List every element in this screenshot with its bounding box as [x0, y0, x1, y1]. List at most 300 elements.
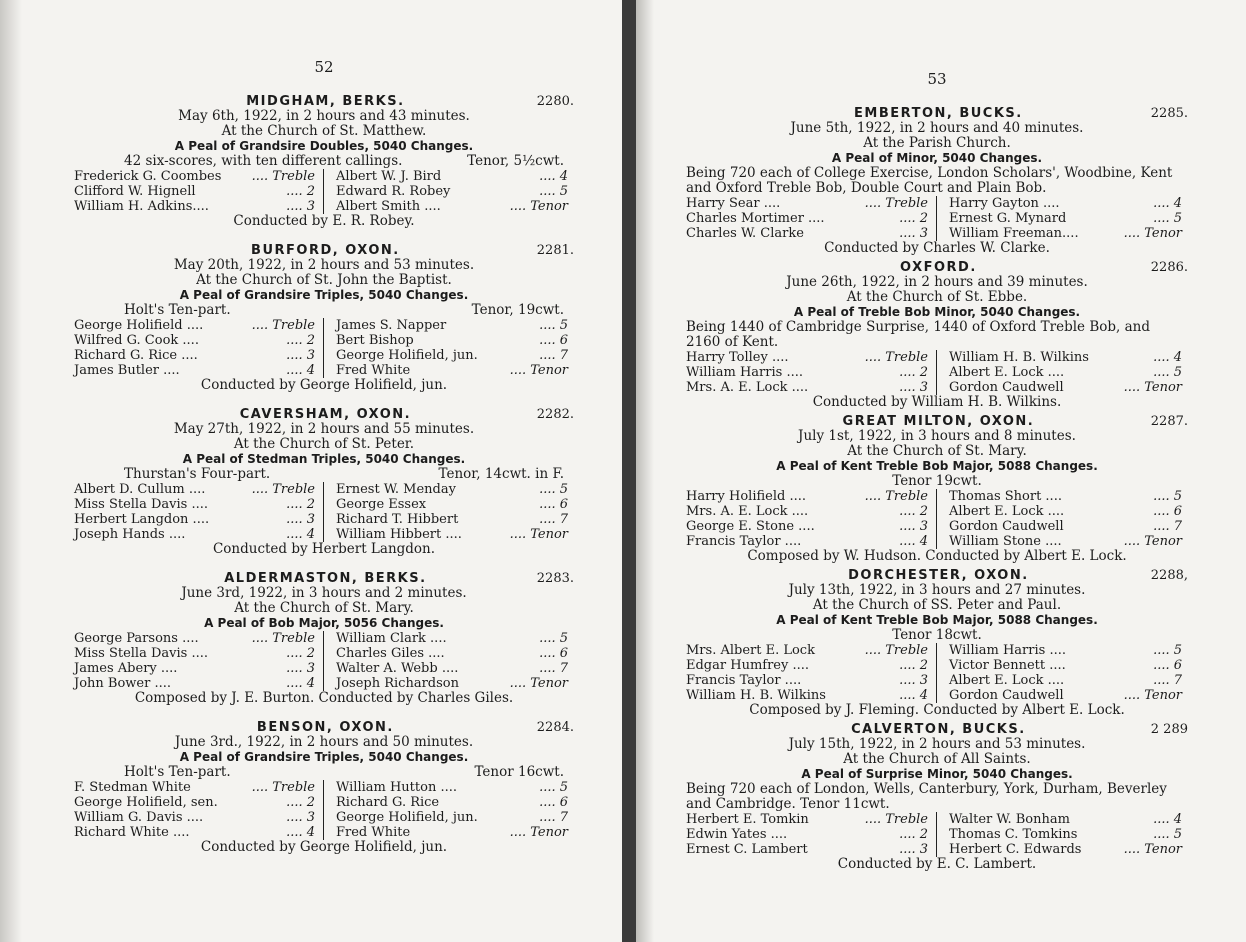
peal-detail-line: June 3rd., 1922, in 2 hours and 50 minutes.: [174, 734, 474, 750]
bell-position: .... 3: [286, 512, 315, 527]
ringer-cell: [937, 519, 1188, 534]
ringer-cell: [937, 504, 1188, 519]
ringer-cell: [74, 676, 324, 691]
tenor-weight: Tenor, 19cwt.: [471, 302, 564, 318]
peal-detail-line: July 15th, 1922, in 2 hours and 53 minutes.: [788, 736, 1086, 752]
peal-detail-line: At the Church of St. Mary.: [847, 443, 1027, 459]
ringer-cell: [937, 827, 1188, 842]
ringer-cell: [74, 646, 324, 661]
bell-position: .... Tenor: [509, 363, 568, 378]
ringer-name: William Hibbert ....: [336, 527, 462, 542]
ringer-name: William H. B. Wilkins: [686, 688, 826, 703]
bell-position: .... 3: [899, 226, 928, 241]
ringer-cell: [324, 631, 574, 646]
ringer-name: Albert E. Lock ....: [949, 365, 1065, 380]
peal-detail-line: May 20th, 1922, in 2 hours and 53 minutes.: [173, 257, 475, 273]
bell-position: .... 2: [899, 827, 928, 842]
peal-entry: [686, 722, 1188, 872]
bell-position: .... 3: [286, 661, 315, 676]
ringer-cell: [324, 527, 574, 542]
ringer-cell: [324, 795, 574, 810]
ringer-name: Gordon Caudwell: [949, 380, 1064, 395]
ringer-cell: [937, 658, 1188, 673]
peal-detail-line: At the Church of St. Peter.: [233, 436, 415, 452]
peal-header: [686, 568, 1188, 583]
peal-list: [686, 106, 1188, 872]
peal-entry: [74, 720, 574, 855]
bell-position: .... Treble: [251, 318, 315, 333]
peal-title: A Peal of Kent Treble Bob Major, 5088 Changes.: [776, 613, 1098, 627]
ringer-cell: [937, 812, 1188, 827]
ringer-name: Charles Mortimer ....: [686, 211, 825, 226]
page-number: 52: [314, 58, 334, 76]
ringer-cell: [74, 318, 324, 333]
ringer-cell: [937, 380, 1188, 395]
peal-detail-line: June 5th, 1922, in 2 hours and 40 minutes.: [790, 120, 1084, 136]
ringer-name: Fred White: [336, 363, 411, 378]
bell-position: .... 5: [539, 184, 568, 199]
ringer-name: Charles Giles ....: [336, 646, 445, 661]
tenor-weight: Tenor 16cwt.: [474, 764, 564, 780]
bell-position: .... 7: [1153, 673, 1182, 688]
ringer-cell: [686, 534, 937, 549]
ringer-cell: [686, 812, 937, 827]
peal-detail-line: At the Church of St. John the Baptist.: [196, 272, 452, 288]
ringer-name: Harry Holifield ....: [686, 489, 806, 504]
bell-position: .... 2: [286, 184, 315, 199]
peal-entry: [74, 407, 574, 557]
ringer-cell: [686, 489, 937, 504]
ringer-cell: [686, 673, 937, 688]
conductor-line: Composed by J. Fleming. Conducted by Albert E. Lock.: [749, 702, 1125, 718]
ringer-table: [686, 812, 1188, 857]
ringer-cell: [686, 504, 937, 519]
peal-detail-line: July 13th, 1922, in 3 hours and 27 minutes.: [788, 582, 1086, 598]
ringer-cell: [74, 810, 324, 825]
peal-title: A Peal of Kent Treble Bob Major, 5088 Changes.: [776, 459, 1098, 473]
ringer-cell: [686, 380, 937, 395]
bell-position: .... 4: [899, 534, 928, 549]
ringer-table: [74, 482, 574, 542]
peal-detail-line: At the Church of St. Matthew.: [221, 123, 427, 139]
composition-note: Being 720 each of College Exercise, London Scholars', Woodbine, Kent and Oxford Treble Bob, Double Court and Plain Bob.: [686, 165, 1173, 196]
bell-position: .... 3: [899, 842, 928, 857]
bell-position: .... 4: [286, 527, 315, 542]
peal-header: [74, 720, 574, 735]
bell-position: .... Tenor: [509, 199, 568, 214]
ringer-cell: [324, 169, 574, 184]
ringer-name: Thomas C. Tomkins: [949, 827, 1078, 842]
bell-position: .... 2: [899, 365, 928, 380]
bell-position: .... 6: [539, 497, 568, 512]
bell-position: .... 7: [539, 512, 568, 527]
ringer-name: Herbert E. Tomkin: [686, 812, 809, 827]
ringer-name: George Parsons ....: [74, 631, 199, 646]
ringer-name: Charles W. Clarke: [686, 226, 804, 241]
ringer-name: Fred White: [336, 825, 411, 840]
bell-position: .... 5: [1153, 365, 1182, 380]
ringer-cell: [324, 512, 574, 527]
place-name: CALVERTON, BUCKS.: [851, 722, 1026, 737]
bell-position: .... 5: [539, 318, 568, 333]
ringer-cell: [324, 497, 574, 512]
ringer-name: Richard White ....: [74, 825, 190, 840]
ringer-name: Bert Bishop: [336, 333, 414, 348]
bell-position: .... 5: [1153, 643, 1182, 658]
ringer-cell: [74, 780, 324, 795]
ringer-cell: [686, 658, 937, 673]
ringer-cell: [937, 489, 1188, 504]
bell-position: .... Tenor: [1123, 688, 1182, 703]
ringer-name: Victor Bennett ....: [949, 658, 1066, 673]
bell-position: .... 2: [286, 497, 315, 512]
ringer-cell: [937, 842, 1188, 857]
ringer-name: Gordon Caudwell: [949, 519, 1064, 534]
ringer-cell: [686, 350, 937, 365]
ringer-name: Francis Taylor ....: [686, 673, 802, 688]
ringer-cell: [937, 534, 1188, 549]
ringer-cell: [937, 365, 1188, 380]
ringer-name: Mrs. A. E. Lock ....: [686, 380, 809, 395]
ringer-name: William H. B. Wilkins: [949, 350, 1089, 365]
place-name: BURFORD, OXON.: [251, 243, 400, 258]
ringer-name: Ernest G. Mynard: [949, 211, 1067, 226]
ringer-cell: [74, 497, 324, 512]
conductor-line: Conducted by E. C. Lambert.: [837, 856, 1037, 872]
peal-title: A Peal of Grandsire Triples, 5040 Changes.: [179, 288, 469, 302]
ringer-cell: [937, 226, 1188, 241]
ringer-name: William Hutton ....: [336, 780, 457, 795]
peal-entry: [74, 571, 574, 706]
peal-header: [74, 94, 574, 109]
ringer-name: Francis Taylor ....: [686, 534, 802, 549]
peal-title: A Peal of Grandsire Doubles, 5040 Changes.: [174, 139, 474, 153]
ringer-name: John Bower ....: [74, 676, 171, 691]
ringer-name: George Holifield, jun.: [336, 810, 478, 825]
peal-entry: [686, 260, 1188, 410]
peal-detail-line: June 26th, 1922, in 2 hours and 39 minutes.: [786, 274, 1088, 290]
ringer-name: Frederick G. Coombes: [74, 169, 222, 184]
bell-position: .... 3: [899, 380, 928, 395]
ringer-cell: [937, 688, 1188, 703]
bell-position: .... 4: [1153, 812, 1182, 827]
peal-entry: [74, 94, 574, 229]
ringer-name: William H. Adkins....: [74, 199, 209, 214]
place-name: GREAT MILTON, OXON.: [842, 414, 1035, 429]
place-name: ALDERMASTON, BERKS.: [224, 571, 427, 586]
bell-position: .... 7: [539, 348, 568, 363]
ringer-table: [686, 350, 1188, 395]
peal-title: A Peal of Grandsire Triples, 5040 Changes.: [179, 750, 469, 764]
peal-title: A Peal of Minor, 5040 Changes.: [831, 151, 1043, 165]
peal-entry: [686, 106, 1188, 256]
peal-number: 2282.: [536, 407, 574, 422]
peal-entry: [686, 568, 1188, 718]
ringer-cell: [686, 643, 937, 658]
ringer-cell: [686, 226, 937, 241]
bell-position: .... 6: [539, 646, 568, 661]
peal-header: [686, 260, 1188, 275]
bell-position: .... Treble: [864, 350, 928, 365]
ringer-cell: [74, 199, 324, 214]
peal-header: [74, 243, 574, 258]
ringer-cell: [686, 827, 937, 842]
ringer-table: [686, 196, 1188, 241]
bell-position: .... 4: [286, 676, 315, 691]
ringer-name: Albert E. Lock ....: [949, 673, 1065, 688]
bell-position: .... Treble: [251, 482, 315, 497]
ringer-name: Herbert C. Edwards: [949, 842, 1082, 857]
peal-header: [74, 407, 574, 422]
bell-position: .... 6: [1153, 658, 1182, 673]
ringer-name: Harry Gayton ....: [949, 196, 1060, 211]
bell-position: .... 2: [899, 504, 928, 519]
ringer-name: William Stone ....: [949, 534, 1062, 549]
peal-number: 2280.: [536, 94, 574, 109]
bell-position: .... 7: [539, 661, 568, 676]
peal-number: 2281.: [536, 243, 574, 258]
peal-detail-line: At the Church of SS. Peter and Paul.: [812, 597, 1062, 613]
ringer-name: Wilfred G. Cook ....: [74, 333, 199, 348]
bell-position: .... 3: [286, 810, 315, 825]
ringer-cell: [686, 842, 937, 857]
ringer-table: [74, 318, 574, 378]
tenor-weight: Tenor, 5½cwt.: [467, 153, 564, 169]
ringer-cell: [324, 780, 574, 795]
ringer-table: [74, 631, 574, 691]
ringer-cell: [937, 196, 1188, 211]
ringer-cell: [686, 519, 937, 534]
bell-position: .... 7: [539, 810, 568, 825]
ringer-cell: [937, 350, 1188, 365]
ringer-name: James Abery ....: [74, 661, 178, 676]
ringer-name: Mrs. Albert E. Lock: [686, 643, 815, 658]
peal-entry: [686, 414, 1188, 564]
bell-position: .... 4: [286, 363, 315, 378]
ringer-cell: [74, 795, 324, 810]
bell-position: .... 4: [1153, 350, 1182, 365]
ringer-cell: [74, 527, 324, 542]
bell-position: .... Treble: [864, 643, 928, 658]
bell-position: .... Tenor: [509, 676, 568, 691]
ringer-cell: [324, 363, 574, 378]
bell-position: .... 2: [899, 658, 928, 673]
bell-position: .... Tenor: [509, 527, 568, 542]
conductor-line: Conducted by Herbert Langdon.: [212, 541, 436, 557]
peal-number: 2 289: [1150, 722, 1188, 737]
ringer-cell: [324, 676, 574, 691]
ringer-name: George E. Stone ....: [686, 519, 815, 534]
ringer-cell: [324, 646, 574, 661]
ringer-cell: [324, 661, 574, 676]
ringer-name: Richard G. Rice ....: [74, 348, 198, 363]
bell-position: .... 3: [899, 519, 928, 534]
bell-position: .... 4: [1153, 196, 1182, 211]
ringer-name: James Butler ....: [74, 363, 180, 378]
composition-note: Holt's Ten-part.: [124, 764, 231, 780]
place-name: OXFORD.: [899, 260, 977, 275]
ringer-name: Ernest C. Lambert: [686, 842, 808, 857]
ringer-cell: [74, 825, 324, 840]
ringer-name: Albert E. Lock ....: [949, 504, 1065, 519]
ringer-table: [686, 643, 1188, 703]
ringer-name: George Holifield ....: [74, 318, 204, 333]
bell-position: .... 2: [286, 646, 315, 661]
place-name: MIDGHAM, BERKS.: [246, 94, 405, 109]
ringer-name: Miss Stella Davis ....: [74, 646, 208, 661]
composition-note: Being 720 each of London, Wells, Canterbury, York, Durham, Beverley and Cambridge. Tenor 11cwt.: [686, 781, 1167, 812]
ringer-cell: [324, 810, 574, 825]
bell-position: .... 5: [539, 631, 568, 646]
peal-header: [74, 571, 574, 586]
ringer-cell: [324, 825, 574, 840]
ringer-name: George Holifield, sen.: [74, 795, 218, 810]
ringer-name: William Harris ....: [949, 643, 1066, 658]
composition-note: Holt's Ten-part.: [124, 302, 231, 318]
ringer-name: Albert Smith ....: [336, 199, 441, 214]
peal-detail-line: June 3rd, 1922, in 3 hours and 2 minutes.: [181, 585, 467, 601]
ringer-name: Walter A. Webb ....: [336, 661, 459, 676]
bell-position: .... Tenor: [509, 825, 568, 840]
ringer-name: James S. Napper: [336, 318, 447, 333]
ringer-name: Joseph Hands ....: [74, 527, 186, 542]
ringer-name: William Freeman....: [949, 226, 1079, 241]
bell-position: .... Tenor: [1123, 842, 1182, 857]
bell-position: .... 3: [286, 348, 315, 363]
peal-list: [74, 94, 574, 855]
ringer-name: William Clark ....: [336, 631, 447, 646]
place-name: DORCHESTER, OXON.: [848, 568, 1029, 583]
ringer-name: Albert D. Cullum ....: [74, 482, 206, 497]
place-name: CAVERSHAM, OXON.: [239, 407, 412, 422]
place-name: EMBERTON, BUCKS.: [854, 106, 1023, 121]
ringer-cell: [324, 482, 574, 497]
peal-header: [686, 414, 1188, 429]
ringer-table: [74, 780, 574, 840]
ringer-name: Clifford W. Hignell: [74, 184, 196, 199]
peal-number: 2285.: [1150, 106, 1188, 121]
place-name: BENSON, OXON.: [256, 720, 394, 735]
peal-info: [74, 467, 574, 482]
ringer-name: Mrs. A. E. Lock ....: [686, 504, 809, 519]
conductor-line: Conducted by E. R. Robey.: [233, 213, 415, 229]
peal-info: [74, 765, 574, 780]
bell-position: .... Treble: [251, 780, 315, 795]
ringer-cell: [324, 318, 574, 333]
ringer-name: George Essex: [336, 497, 427, 512]
peal-detail-line: At the Parish Church.: [863, 135, 1011, 151]
bell-position: .... Treble: [864, 812, 928, 827]
left-page: [0, 0, 622, 942]
ringer-name: Joseph Richardson: [336, 676, 459, 691]
ringer-cell: [74, 169, 324, 184]
peal-title: A Peal of Surprise Minor, 5040 Changes.: [801, 767, 1073, 781]
ringer-cell: [324, 184, 574, 199]
bell-position: .... 4: [899, 688, 928, 703]
conductor-line: Composed by J. E. Burton. Conducted by Charles Giles.: [134, 690, 514, 706]
peal-number: 2288,: [1150, 568, 1188, 583]
peal-detail-line: May 6th, 1922, in 2 hours and 43 minutes.: [178, 108, 470, 124]
peal-number: 2284.: [536, 720, 574, 735]
conductor-line: Conducted by Charles W. Clarke.: [824, 240, 1050, 256]
ringer-name: F. Stedman White: [74, 780, 191, 795]
bell-position: .... 4: [286, 825, 315, 840]
conductor-line: Conducted by George Holifield, jun.: [200, 377, 448, 393]
ringer-name: Ernest W. Menday: [336, 482, 456, 497]
composition-note: 42 six-scores, with ten different callings.: [124, 153, 403, 169]
ringer-cell: [74, 631, 324, 646]
ringer-cell: [686, 211, 937, 226]
peal-number: 2287.: [1150, 414, 1188, 429]
bell-position: .... Tenor: [1123, 534, 1182, 549]
bell-position: .... 5: [539, 780, 568, 795]
ringer-cell: [324, 333, 574, 348]
ringer-name: Miss Stella Davis ....: [74, 497, 208, 512]
ringer-name: Edwin Yates ....: [686, 827, 788, 842]
ringer-cell: [937, 673, 1188, 688]
ringer-cell: [937, 643, 1188, 658]
ringer-name: Albert W. J. Bird: [336, 169, 442, 184]
composition-note: Tenor 19cwt.: [892, 473, 982, 489]
ringer-name: Harry Sear ....: [686, 196, 781, 211]
bell-position: .... 2: [286, 333, 315, 348]
bell-position: .... Treble: [251, 169, 315, 184]
bell-position: .... 2: [286, 795, 315, 810]
composition-note: Thurstan's Four-part.: [124, 466, 271, 482]
ringer-cell: [686, 196, 937, 211]
ringer-cell: [74, 348, 324, 363]
peal-entry: [74, 243, 574, 393]
ringer-cell: [74, 333, 324, 348]
ringer-name: Edward R. Robey: [336, 184, 451, 199]
bell-position: .... 3: [286, 199, 315, 214]
composition-note: Being 1440 of Cambridge Surprise, 1440 of Oxford Treble Bob, and 2160 of Kent.: [686, 319, 1150, 350]
peal-info: [74, 154, 574, 169]
ringer-name: Edgar Humfrey ....: [686, 658, 809, 673]
ringer-table: [686, 489, 1188, 549]
bell-position: .... Treble: [251, 631, 315, 646]
peal-detail-line: May 27th, 1922, in 2 hours and 55 minutes.: [173, 421, 475, 437]
peal-header: [686, 106, 1188, 121]
ringer-name: William Harris ....: [686, 365, 803, 380]
bell-position: .... 5: [1153, 211, 1182, 226]
peal-detail-line: At the Church of St. Ebbe.: [846, 289, 1028, 305]
ringer-cell: [937, 211, 1188, 226]
peal-detail-line: At the Church of St. Mary.: [234, 600, 414, 616]
ringer-name: Thomas Short ....: [949, 489, 1062, 504]
peal-number: 2286.: [1150, 260, 1188, 275]
ringer-name: Harry Tolley ....: [686, 350, 789, 365]
peal-detail-line: At the Church of All Saints.: [843, 751, 1031, 767]
peal-number: 2283.: [536, 571, 574, 586]
peal-header: [686, 722, 1188, 737]
bell-position: .... 4: [539, 169, 568, 184]
ringer-cell: [74, 512, 324, 527]
bell-position: .... Tenor: [1123, 226, 1182, 241]
bell-position: .... Tenor: [1123, 380, 1182, 395]
ringer-cell: [74, 661, 324, 676]
ringer-name: George Holifield, jun.: [336, 348, 478, 363]
ringer-cell: [324, 348, 574, 363]
peal-info: [74, 303, 574, 318]
ringer-name: Walter W. Bonham: [949, 812, 1070, 827]
ringer-name: Richard T. Hibbert: [336, 512, 459, 527]
ringer-name: Richard G. Rice: [336, 795, 440, 810]
ringer-cell: [74, 363, 324, 378]
ringer-cell: [324, 199, 574, 214]
bell-position: .... 3: [899, 673, 928, 688]
composition-note: Tenor 18cwt.: [892, 627, 982, 643]
